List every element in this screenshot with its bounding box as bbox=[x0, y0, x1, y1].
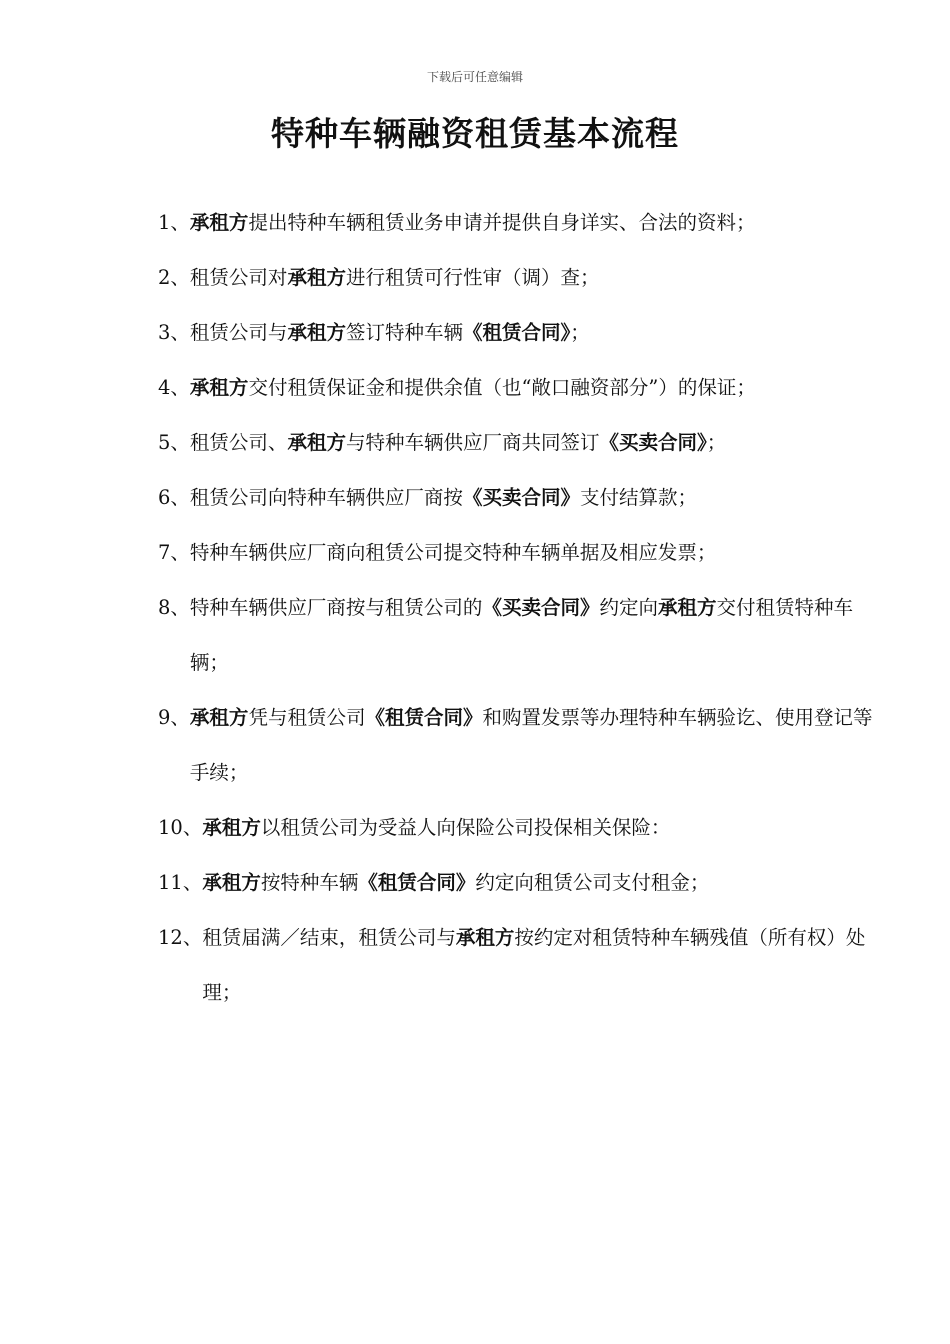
emphasized-term: 承租方 bbox=[202, 871, 261, 894]
emphasized-term: 承租方 bbox=[657, 596, 717, 619]
emphasized-term: 《租赁合同》 bbox=[365, 706, 483, 729]
step-number: 6、 bbox=[158, 486, 190, 509]
step-number: 10、 bbox=[158, 816, 203, 839]
emphasized-term: 承租方 bbox=[287, 266, 346, 289]
step-text bbox=[190, 305, 878, 360]
emphasized-term: 《租赁合同》 bbox=[462, 321, 571, 344]
step-number: 9、 bbox=[158, 706, 190, 729]
step-text bbox=[190, 195, 878, 250]
step-text-segment: 支付结算款； bbox=[579, 486, 697, 509]
step-number: 8、 bbox=[158, 596, 190, 619]
step-text-segment: 约定向租赁公司支付租金； bbox=[475, 871, 710, 894]
document-title: 特种车辆融资租赁基本流程 bbox=[271, 114, 679, 153]
emphasized-term: 承租方 bbox=[287, 431, 346, 454]
step-text-segment: 交付租赁特种车辆； bbox=[189, 596, 853, 674]
step-text-segment: 按约定对租赁特种车辆残值（所有权）处理； bbox=[202, 926, 866, 1004]
emphasized-term: 《租赁合同》 bbox=[358, 871, 476, 894]
emphasized-term: 承租方 bbox=[189, 706, 249, 729]
step-number: 2、 bbox=[158, 266, 190, 289]
step-text-segment: 特种车辆供应厂商按与租赁公司的 bbox=[189, 596, 483, 619]
step-text-segment: 约定向 bbox=[599, 596, 658, 619]
step-text-segment: ； bbox=[706, 431, 727, 454]
step-text bbox=[202, 910, 878, 1020]
step-text bbox=[190, 360, 878, 415]
emphasized-term: 承租方 bbox=[455, 926, 515, 949]
step-text-segment: 凭与租赁公司 bbox=[248, 706, 366, 729]
process-step-4 bbox=[158, 360, 878, 415]
process-step-list bbox=[158, 195, 878, 1020]
step-text-segment: 租赁公司与 bbox=[189, 321, 288, 344]
step-text-segment: 租赁届满／结束，租赁公司与 bbox=[202, 926, 456, 949]
emphasized-term: 承租方 bbox=[202, 816, 261, 839]
process-step-2 bbox=[158, 250, 878, 305]
step-number: 3、 bbox=[158, 321, 190, 344]
step-number: 1、 bbox=[158, 211, 190, 234]
emphasized-term: 承租方 bbox=[189, 376, 249, 399]
step-text bbox=[190, 580, 878, 690]
step-text-segment: 租赁公司对 bbox=[189, 266, 288, 289]
step-text bbox=[190, 525, 878, 580]
process-step-10 bbox=[158, 800, 878, 855]
step-number: 5、 bbox=[158, 431, 190, 454]
step-text bbox=[190, 250, 878, 305]
process-step-1 bbox=[158, 195, 878, 250]
step-text bbox=[190, 415, 878, 470]
emphasized-term: 《买卖合同》 bbox=[462, 486, 580, 509]
step-text bbox=[202, 800, 878, 855]
emphasized-term: 《买卖合同》 bbox=[599, 431, 707, 454]
emphasized-term: 承租方 bbox=[287, 321, 346, 344]
emphasized-term: 《买卖合同》 bbox=[482, 596, 600, 619]
step-text-segment: 与特种车辆供应厂商共同签订 bbox=[345, 431, 600, 454]
process-step-6 bbox=[158, 470, 878, 525]
process-step-8 bbox=[158, 580, 878, 690]
step-number: 4、 bbox=[158, 376, 190, 399]
header-note: 下载后可任意编辑 bbox=[426, 70, 523, 84]
step-text bbox=[202, 855, 878, 910]
step-number: 11、 bbox=[158, 871, 203, 894]
process-step-7 bbox=[158, 525, 878, 580]
process-step-11 bbox=[158, 855, 878, 910]
step-text-segment: ； bbox=[570, 321, 590, 344]
emphasized-term: 承租方 bbox=[189, 211, 249, 234]
step-text-segment: 提出特种车辆租赁业务申请并提供自身详实、合法的资料； bbox=[248, 211, 756, 234]
step-text-segment: 签订特种车辆 bbox=[345, 321, 463, 344]
process-step-3 bbox=[158, 305, 878, 360]
step-text-segment: 进行租赁可行性审（调）查； bbox=[345, 266, 600, 289]
step-text bbox=[190, 470, 878, 525]
step-text-segment: 租赁公司向特种车辆供应厂商按 bbox=[189, 486, 463, 509]
step-text-segment: 按特种车辆 bbox=[260, 871, 359, 894]
step-text-segment: 交付租赁保证金和提供余值（也“敞口融资部分”）的保证； bbox=[248, 376, 756, 399]
step-number: 7、 bbox=[158, 541, 190, 564]
step-text-segment: 租赁公司、 bbox=[189, 431, 288, 454]
step-text-segment: 和购置发票等办理特种车辆验讫、使用登记等手续； bbox=[189, 706, 873, 784]
process-step-5 bbox=[158, 415, 878, 470]
step-text bbox=[190, 690, 878, 800]
step-text-segment: 特种车辆供应厂商向租赁公司提交特种车辆单据及相应发票； bbox=[189, 541, 717, 564]
process-step-9 bbox=[158, 690, 878, 800]
process-step-12 bbox=[158, 910, 878, 1020]
step-text-segment: 以租赁公司为受益人向保险公司投保相关保险： bbox=[260, 816, 671, 839]
step-number: 12、 bbox=[158, 926, 203, 949]
